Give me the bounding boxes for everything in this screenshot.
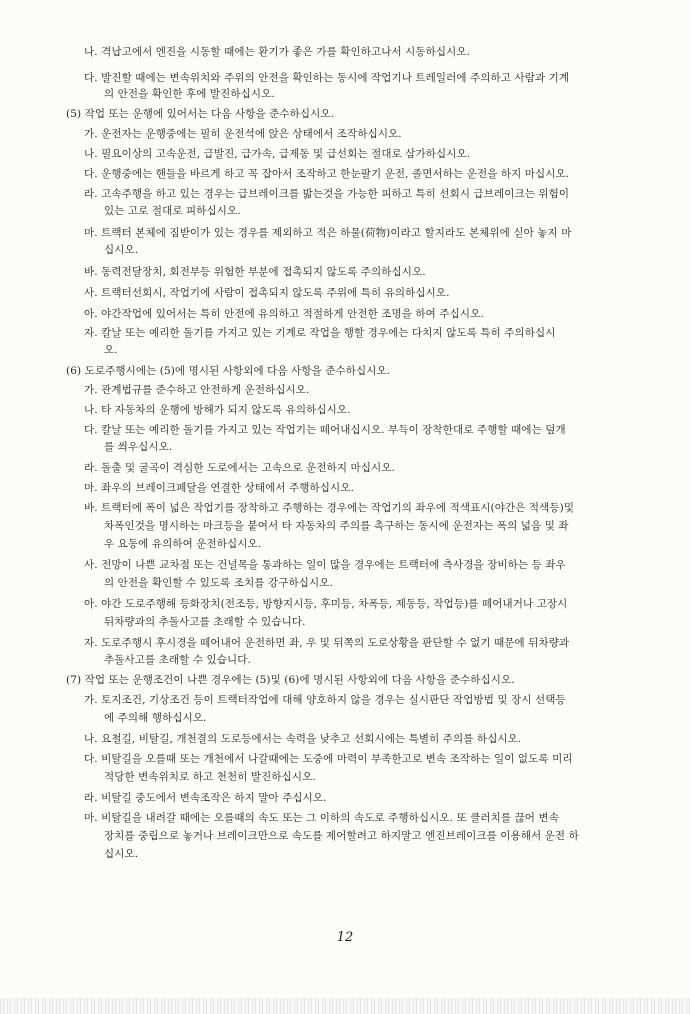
text-line: 다. 발진할 때에는 변속위치와 주위의 안전을 확인하는 동시에 작업기나 트레일러에 주의하고 사람과 기계 xyxy=(84,72,570,84)
text-line: 라. 비탈길 중도에서 변속조작은 하지 말아 주십시오. xyxy=(84,792,327,804)
text-line: 마. 트랙터 본체에 짐받이가 있는 경우를 제외하고 적은 하물(荷物)이라고 할지라도 본체위에 싣아 놓지 마 xyxy=(84,227,572,239)
text-line: 나. 요철길, 비탈길, 개천결의 도로등에서는 속력을 낮추고 선회시에는 특별히 주의를 하십시오. xyxy=(84,733,522,745)
page-number: 12 xyxy=(336,930,354,945)
text-line: 나. 필요이상의 고속운전, 급발진, 급가속, 급제동 및 급선회는 절대로 삼가하십시오. xyxy=(84,148,471,160)
text-line: 라. 고속주행을 하고 있는 경우는 급브레이크를 밟는것을 가능한 피하고 특히 선회시 급브레이크는 위험이 xyxy=(84,188,570,200)
text-line: 자. 도로주행시 후시경을 떼어내어 운전하면 좌, 우 및 뒤쪽의 도로상황을 판단할 수 없기 때문에 뒤차량과 xyxy=(84,637,570,649)
text-line: 에 주의해 행하십시오. xyxy=(104,712,207,724)
text-line: 뒤차량과의 추돌사고를 초래할 수 있습니다. xyxy=(104,616,306,628)
text-line: 나. 격납고에서 엔진을 시동할 때에는 환기가 좋은 가를 확인하고나서 시동하십시오. xyxy=(84,46,471,58)
text-line: 의 안전을 확인한 후에 발진하십시오. xyxy=(104,88,275,100)
text-line: 아. 야간 도로주행해 등화장치(전조등, 방향지시등, 후미등, 차폭등, 제동등, 작업등)를 떼어내거나 고장시 xyxy=(84,598,568,610)
text-line: 마. 비탈길을 내려갈 때에는 오를때의 속도 또는 그 이하의 속도로 주행하십시오. 또 클러치를 끊어 변속 xyxy=(84,812,559,824)
text-line: 사. 트랙터선회시, 작업기에 사람이 접촉되지 않도록 주위에 특히 유의하십시오. xyxy=(84,287,450,299)
text-line: 아. 야간작업에 있어서는 특히 안전에 유의하고 적절하게 안전한 조명을 하여 주십시오. xyxy=(84,308,484,320)
text-line: 추돌사고를 초래할 수 있습니다. xyxy=(104,654,251,666)
section-heading: (6) 도로주행시에는 (5)에 명시된 사항외에 다음 사항을 준수하십시오. xyxy=(66,365,391,377)
text-line: 가. 관계법규를 준수하고 안전하게 운전하십시오. xyxy=(84,384,310,396)
text-line: 우 요동에 유의하여 운전하십시오. xyxy=(104,538,262,550)
text-line: 십시오. xyxy=(104,244,139,256)
text-line: 적당한 변속위치로 하고 천천히 발진하십시오. xyxy=(104,771,316,783)
text-line: 라. 돌출 및 굴곡이 격심한 도로에서는 고속으로 운전하지 마십시오. xyxy=(84,462,395,474)
text-line: 가. 토지조건, 기상조건 등이 트랙터작업에 대해 양호하지 않을 경우는 실시판단 작업방법 및 장시 선택등 xyxy=(84,694,566,706)
text-line: 다. 칼날 또는 예리한 돌기를 가지고 있는 작업기는 떼어내십시오. 부득이 장착한대로 주행할 때에는 덮개 xyxy=(84,424,566,436)
text-line: 다. 운행중에는 핸들을 바르게 하고 꼭 잡아서 조작하고 한눈팔기 운전, 졸면서하는 운전을 하지 마십시오. xyxy=(84,168,570,180)
text-line: 나. 타 자동차의 운행에 방해가 되지 않도록 유의하십시오. xyxy=(84,404,351,416)
text-line: 오. xyxy=(104,344,118,356)
text-line: 장치를 중립으로 놓거나 브레이크만으로 속도를 제어할려고 하지말고 엔진브레이크를 이용해서 운전 하 xyxy=(104,830,579,842)
text-line: 있는 고로 절대로 피하십시오. xyxy=(104,205,241,217)
section-heading: (7) 작업 또는 운행조건이 나쁜 경우에는 (5)및 (6)에 명시된 사항외에 다음 사항을 준수하십시오. xyxy=(66,674,515,686)
scan-edge-artifact xyxy=(0,998,690,1014)
text-line: 십시오. xyxy=(104,848,139,860)
text-line: 를 씌우십시오. xyxy=(104,441,173,453)
section-heading: (5) 작업 또는 운행에 있어서는 다음 사항을 준수하십시오. xyxy=(66,108,335,120)
text-line: 바. 동력전달장치, 회전부등 위험한 부분에 접촉되지 않도록 주의하십시오. xyxy=(84,266,426,278)
text-line: 의 안전을 확인할 수 있도록 조치를 강구하십시오. xyxy=(104,577,333,589)
text-line: 다. 비탈길을 오를때 또는 개천에서 나갈때에는 도중에 마력이 부족한고로 변속 조작하는 일이 없도록 미리 xyxy=(84,753,573,765)
text-line: 바. 트랙터에 폭이 넓은 작업기를 장착하고 주행하는 경우에는 작업기의 좌우에 적색표시(야간은 적색등)및 xyxy=(84,502,575,514)
text-line: 사. 전망이 나쁜 교차점 또는 건널목을 통과하는 일이 많을 경우에는 트랙터에 측사경을 장비하는 등 좌우 xyxy=(84,559,566,571)
text-line: 자. 칼날 또는 예리한 돌기를 가지고 있는 기계로 작업을 행할 경우에는 다치지 않도록 특히 주의하십시 xyxy=(84,327,556,339)
text-line: 가. 운전자는 운행중에는 필히 운전석에 앉은 상태에서 조작하십시오. xyxy=(84,128,402,140)
text-line: 차폭인것을 명시하는 마크등을 붙여서 타 자동차의 주의를 촉구하는 동시에 운전자는 폭의 넓음 및 좌 xyxy=(104,520,569,532)
text-line: 마. 좌우의 브레이크페달을 연결한 상태에서 주행하십시오. xyxy=(84,482,354,494)
